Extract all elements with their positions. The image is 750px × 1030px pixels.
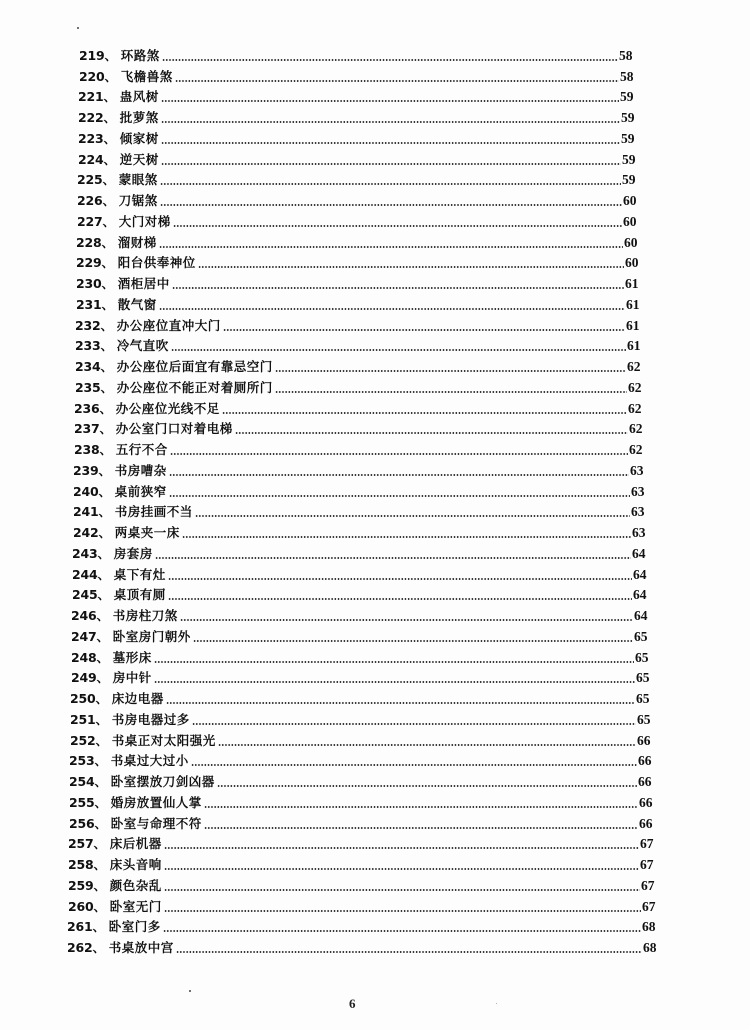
entry-number: 254、 bbox=[69, 774, 107, 789]
entry-page-number: 64 bbox=[633, 567, 647, 582]
entry-number: 226、 bbox=[77, 193, 115, 208]
entry-number: 228、 bbox=[76, 235, 114, 250]
entry-number: 233、 bbox=[75, 338, 113, 353]
entry-title: 书桌过大过小 bbox=[110, 753, 189, 768]
dot-leader bbox=[176, 951, 642, 953]
entry-title: 阳台供奉神位 bbox=[117, 255, 196, 270]
entry-page-number: 63 bbox=[630, 463, 644, 478]
dot-leader bbox=[172, 287, 624, 289]
scan-speck bbox=[189, 990, 191, 992]
dot-leader bbox=[173, 225, 622, 227]
entry-number: 247、 bbox=[71, 629, 109, 644]
entry-page-number: 67 bbox=[642, 899, 656, 914]
dot-leader bbox=[161, 163, 621, 165]
entry-title: 桌前狭窄 bbox=[114, 484, 167, 499]
entry-page-number: 65 bbox=[636, 691, 650, 706]
entry-page-number: 67 bbox=[640, 836, 654, 851]
entry-title: 飞檐兽煞 bbox=[120, 69, 173, 84]
entry-page-number: 62 bbox=[629, 421, 643, 436]
dot-leader bbox=[161, 142, 620, 144]
entry-page-number: 68 bbox=[643, 940, 657, 955]
entry-number: 256、 bbox=[69, 816, 107, 831]
toc-entry bbox=[79, 67, 640, 87]
toc-entry bbox=[68, 876, 661, 896]
toc-entry bbox=[78, 108, 641, 128]
entry-title: 批萝煞 bbox=[119, 110, 159, 125]
entry-title: 蒙眼煞 bbox=[118, 172, 158, 187]
toc-entry bbox=[70, 689, 656, 709]
entry-number: 223、 bbox=[78, 131, 116, 146]
toc-entry bbox=[75, 357, 647, 377]
dot-leader bbox=[235, 432, 628, 434]
dot-leader bbox=[154, 681, 635, 683]
entry-number: 240、 bbox=[73, 484, 111, 499]
dot-leader bbox=[159, 308, 625, 310]
entry-title: 办公座位光线不足 bbox=[115, 401, 220, 416]
entry-page-number: 59 bbox=[620, 89, 634, 104]
entry-title: 床头音响 bbox=[109, 857, 162, 872]
entry-number: 259、 bbox=[68, 878, 106, 893]
entry-number: 232、 bbox=[75, 318, 113, 333]
dot-leader bbox=[218, 744, 636, 746]
entry-page-number: 59 bbox=[621, 131, 635, 146]
entry-page-number: 62 bbox=[628, 380, 642, 395]
toc-entry bbox=[74, 419, 649, 439]
entry-number: 222、 bbox=[78, 110, 116, 125]
entry-title: 婚房放置仙人掌 bbox=[110, 795, 202, 810]
entry-number: 234、 bbox=[75, 359, 113, 374]
entry-number: 224、 bbox=[78, 152, 116, 167]
page-number: 6 bbox=[349, 996, 356, 1011]
entry-page-number: 65 bbox=[636, 670, 650, 685]
entry-number: 262、 bbox=[67, 940, 105, 955]
entry-page-number: 62 bbox=[628, 401, 642, 416]
dot-leader bbox=[166, 702, 635, 704]
toc-entry bbox=[76, 253, 645, 273]
dot-leader bbox=[217, 785, 637, 787]
toc-entry bbox=[75, 378, 648, 398]
toc-entry bbox=[68, 855, 660, 875]
toc-entry bbox=[73, 502, 651, 522]
entry-title: 冷气直吹 bbox=[116, 338, 169, 353]
entry-page-number: 60 bbox=[623, 214, 637, 229]
toc-entry bbox=[77, 191, 643, 211]
entry-title: 桌顶有厕 bbox=[113, 587, 166, 602]
entry-page-number: 59 bbox=[622, 152, 636, 167]
dot-leader bbox=[168, 578, 632, 580]
toc-entry bbox=[70, 710, 657, 730]
entry-number: 252、 bbox=[70, 733, 108, 748]
entry-page-number: 65 bbox=[635, 650, 649, 665]
toc-entry bbox=[74, 440, 649, 460]
entry-page-number: 61 bbox=[625, 276, 639, 291]
entry-number: 231、 bbox=[76, 297, 114, 312]
entry-number: 243、 bbox=[72, 546, 110, 561]
toc-entry bbox=[76, 233, 644, 253]
entry-page-number: 66 bbox=[639, 816, 653, 831]
toc-entry bbox=[71, 648, 655, 668]
entry-number: 255、 bbox=[69, 795, 107, 810]
entry-number: 242、 bbox=[73, 525, 111, 540]
toc-entry bbox=[75, 316, 646, 336]
entry-page-number: 63 bbox=[631, 484, 645, 499]
entry-number: 237、 bbox=[74, 421, 112, 436]
entry-number: 246、 bbox=[71, 608, 109, 623]
entry-page-number: 58 bbox=[619, 48, 633, 63]
entry-page-number: 60 bbox=[623, 193, 637, 208]
entry-page-number: 66 bbox=[638, 753, 652, 768]
entry-page-number: 58 bbox=[620, 69, 634, 84]
entry-title: 颜色杂乱 bbox=[109, 878, 162, 893]
entry-number: 236、 bbox=[74, 401, 112, 416]
toc-entry bbox=[67, 917, 662, 937]
entry-title: 办公室门口对着电梯 bbox=[115, 421, 233, 436]
dot-leader bbox=[160, 204, 622, 206]
entry-title: 房套房 bbox=[113, 546, 153, 561]
entry-number: 225、 bbox=[77, 172, 115, 187]
entry-number: 241、 bbox=[73, 504, 111, 519]
dot-leader bbox=[164, 889, 640, 891]
entry-title: 床边电器 bbox=[111, 691, 164, 706]
dot-leader bbox=[193, 640, 633, 642]
entry-title: 刀锯煞 bbox=[118, 193, 158, 208]
entry-title: 蛊风树 bbox=[119, 89, 159, 104]
dot-leader bbox=[154, 661, 634, 663]
toc-entry bbox=[78, 150, 642, 170]
entry-number: 249、 bbox=[71, 670, 109, 685]
dot-leader bbox=[191, 764, 637, 766]
toc-entry bbox=[79, 46, 639, 66]
entry-page-number: 61 bbox=[627, 338, 641, 353]
entry-page-number: 62 bbox=[629, 442, 643, 457]
entry-page-number: 63 bbox=[632, 525, 646, 540]
entry-title: 书房柱刀煞 bbox=[112, 608, 178, 623]
dot-leader bbox=[275, 391, 627, 393]
entry-number: 230、 bbox=[76, 276, 114, 291]
entry-page-number: 63 bbox=[631, 504, 645, 519]
toc-entry bbox=[78, 129, 641, 149]
dot-leader bbox=[164, 847, 639, 849]
entry-number: 235、 bbox=[75, 380, 113, 395]
entry-number: 221、 bbox=[78, 89, 116, 104]
entry-title: 大门对梯 bbox=[118, 214, 171, 229]
toc-entry bbox=[74, 399, 648, 419]
toc-entry bbox=[72, 544, 652, 564]
toc-entry bbox=[76, 274, 645, 294]
dot-leader bbox=[159, 246, 623, 248]
toc-entry bbox=[77, 170, 642, 190]
entry-title: 办公座位不能正对着厕所门 bbox=[116, 380, 273, 395]
toc-entry bbox=[70, 731, 657, 751]
dot-leader bbox=[204, 806, 638, 808]
entry-title: 书房电器过多 bbox=[111, 712, 190, 727]
entry-title: 墓形床 bbox=[112, 650, 152, 665]
toc-entry bbox=[73, 461, 650, 481]
entry-number: 250、 bbox=[70, 691, 108, 706]
entry-page-number: 66 bbox=[638, 774, 652, 789]
toc-entry bbox=[69, 814, 659, 834]
entry-title: 卧室门多 bbox=[108, 919, 161, 934]
entry-number: 253、 bbox=[69, 753, 107, 768]
entry-number: 229、 bbox=[76, 255, 114, 270]
entry-title: 五行不合 bbox=[115, 442, 168, 457]
toc-entry bbox=[76, 295, 646, 315]
toc-entry bbox=[71, 627, 654, 647]
entry-title: 书房嘈杂 bbox=[114, 463, 167, 478]
dot-leader bbox=[223, 329, 625, 331]
entry-title: 床后机器 bbox=[109, 836, 162, 851]
entry-number: 219、 bbox=[79, 48, 117, 63]
dot-leader bbox=[180, 619, 633, 621]
dot-leader bbox=[169, 495, 630, 497]
entry-page-number: 68 bbox=[642, 919, 656, 934]
entry-title: 溜财梯 bbox=[117, 235, 157, 250]
entry-number: 248、 bbox=[71, 650, 109, 665]
entry-page-number: 66 bbox=[639, 795, 653, 810]
entry-title: 卧室房门朝外 bbox=[112, 629, 191, 644]
entry-page-number: 59 bbox=[622, 172, 636, 187]
dot-leader bbox=[170, 453, 628, 455]
entry-title: 卧室与命理不符 bbox=[110, 816, 202, 831]
dot-leader bbox=[169, 474, 629, 476]
entry-number: 227、 bbox=[77, 214, 115, 229]
entry-title: 卧室无门 bbox=[109, 899, 162, 914]
entry-title: 卧室摆放刀剑凶器 bbox=[110, 774, 215, 789]
dot-leader bbox=[160, 183, 621, 185]
dot-leader bbox=[182, 536, 631, 538]
entry-page-number: 66 bbox=[637, 733, 651, 748]
toc-entry bbox=[75, 336, 647, 356]
toc-entry bbox=[72, 565, 653, 585]
scan-speck bbox=[77, 27, 79, 29]
entry-page-number: 59 bbox=[621, 110, 635, 125]
entry-number: 238、 bbox=[74, 442, 112, 457]
toc-entry bbox=[68, 834, 660, 854]
toc-entry bbox=[68, 897, 662, 917]
entry-page-number: 65 bbox=[634, 629, 648, 644]
toc-entry bbox=[77, 212, 643, 232]
scan-speck bbox=[496, 1003, 497, 1004]
entry-title: 两桌夹一床 bbox=[114, 525, 180, 540]
entry-page-number: 67 bbox=[640, 857, 654, 872]
dot-leader bbox=[162, 59, 618, 61]
dot-leader bbox=[164, 868, 639, 870]
entry-number: 245、 bbox=[72, 587, 110, 602]
entry-title: 办公座位后面宜有靠忌空门 bbox=[116, 359, 273, 374]
dot-leader bbox=[198, 266, 624, 268]
entry-number: 260、 bbox=[68, 899, 106, 914]
toc-entry bbox=[73, 482, 651, 502]
dot-leader bbox=[171, 349, 626, 351]
entry-page-number: 60 bbox=[625, 255, 639, 270]
dot-leader bbox=[222, 412, 627, 414]
dot-leader bbox=[155, 557, 631, 559]
dot-leader bbox=[161, 121, 620, 123]
entry-number: 257、 bbox=[68, 836, 106, 851]
entry-title: 书桌放中宫 bbox=[108, 940, 174, 955]
entry-page-number: 61 bbox=[626, 297, 640, 312]
entry-number: 258、 bbox=[68, 857, 106, 872]
dot-leader bbox=[164, 910, 641, 912]
entry-title: 环路煞 bbox=[120, 48, 160, 63]
entry-title: 房中针 bbox=[112, 670, 152, 685]
entry-title: 酒柜居中 bbox=[117, 276, 170, 291]
dot-leader bbox=[192, 723, 636, 725]
toc-entry bbox=[69, 751, 658, 771]
entry-page-number: 64 bbox=[632, 546, 646, 561]
entry-page-number: 64 bbox=[634, 608, 648, 623]
entry-number: 261、 bbox=[67, 919, 105, 934]
dot-leader bbox=[275, 370, 626, 372]
entry-title: 桌下有灶 bbox=[113, 567, 166, 582]
entry-title: 书房挂画不当 bbox=[114, 504, 193, 519]
entry-number: 220、 bbox=[79, 69, 117, 84]
entry-number: 251、 bbox=[70, 712, 108, 727]
entry-page-number: 64 bbox=[633, 587, 647, 602]
toc-entry bbox=[73, 523, 652, 543]
dot-leader bbox=[161, 100, 619, 102]
toc-entry bbox=[69, 793, 659, 813]
toc-entry bbox=[67, 938, 663, 958]
entry-title: 倾家树 bbox=[119, 131, 159, 146]
dot-leader bbox=[204, 827, 638, 829]
entry-page-number: 65 bbox=[637, 712, 651, 727]
entry-title: 办公座位直冲大门 bbox=[116, 318, 221, 333]
dot-leader bbox=[168, 598, 632, 600]
entry-page-number: 67 bbox=[641, 878, 655, 893]
entry-title: 书桌正对太阳强光 bbox=[111, 733, 216, 748]
dot-leader bbox=[195, 515, 630, 517]
entry-title: 散气窗 bbox=[117, 297, 157, 312]
entry-page-number: 60 bbox=[624, 235, 638, 250]
entry-page-number: 62 bbox=[627, 359, 641, 374]
toc-entry bbox=[69, 772, 658, 792]
entry-page-number: 61 bbox=[626, 318, 640, 333]
entry-number: 239、 bbox=[73, 463, 111, 478]
toc-entry bbox=[72, 585, 653, 605]
entry-title: 逆天树 bbox=[119, 152, 159, 167]
toc-entry bbox=[78, 87, 640, 107]
toc-entry bbox=[71, 668, 656, 688]
dot-leader bbox=[163, 930, 641, 932]
dot-leader bbox=[175, 80, 619, 82]
toc-entry bbox=[71, 606, 654, 626]
entry-number: 244、 bbox=[72, 567, 110, 582]
